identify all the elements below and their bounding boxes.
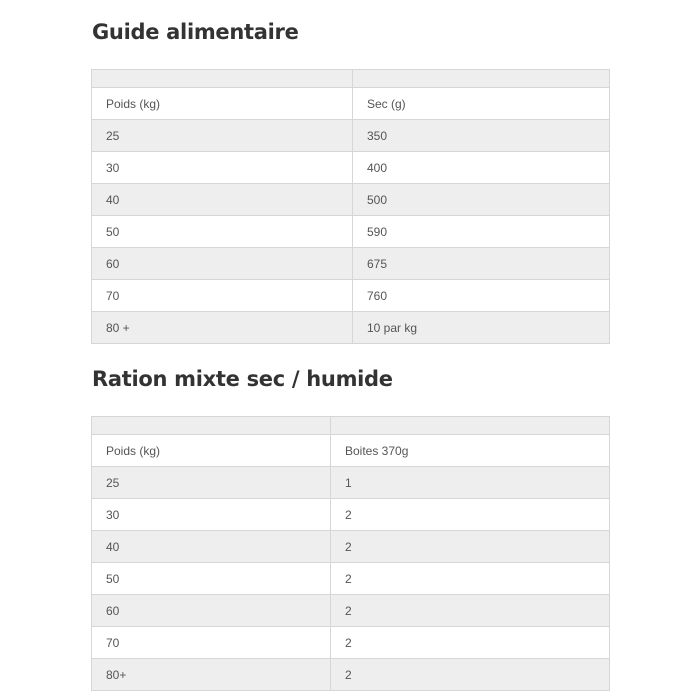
table-spacer-row bbox=[92, 417, 610, 435]
dry-amount-cell: 10 par kg bbox=[353, 312, 610, 344]
column-header-dry: Sec (g) bbox=[353, 88, 610, 120]
table-row bbox=[92, 152, 610, 184]
weight-cell: 40 bbox=[92, 184, 353, 216]
mixed-ration-table bbox=[91, 416, 610, 691]
weight-cell: 60 bbox=[92, 248, 353, 280]
table-row bbox=[92, 499, 610, 531]
table-row bbox=[92, 216, 610, 248]
dry-amount-cell: 400 bbox=[353, 152, 610, 184]
table-row bbox=[92, 659, 610, 691]
table-row bbox=[92, 467, 610, 499]
weight-cell: 25 bbox=[92, 467, 331, 499]
column-header-weight: Poids (kg) bbox=[92, 435, 331, 467]
column-header-cans: Boites 370g bbox=[331, 435, 610, 467]
weight-cell: 30 bbox=[92, 499, 331, 531]
table-header-row bbox=[92, 435, 610, 467]
cans-count-cell: 2 bbox=[331, 531, 610, 563]
table-cell bbox=[331, 417, 610, 435]
weight-cell: 30 bbox=[92, 152, 353, 184]
cans-count-cell: 2 bbox=[331, 627, 610, 659]
table-header-row bbox=[92, 88, 610, 120]
cans-count-cell: 2 bbox=[331, 659, 610, 691]
weight-cell: 80+ bbox=[92, 659, 331, 691]
table-cell bbox=[353, 70, 610, 88]
table-row bbox=[92, 184, 610, 216]
weight-cell: 50 bbox=[92, 216, 353, 248]
table-cell bbox=[92, 417, 331, 435]
dry-amount-cell: 590 bbox=[353, 216, 610, 248]
section-title-ration-mixte: Ration mixte sec / humide bbox=[92, 367, 393, 391]
table-row bbox=[92, 595, 610, 627]
table-row bbox=[92, 627, 610, 659]
cans-count-cell: 2 bbox=[331, 499, 610, 531]
cans-count-cell: 2 bbox=[331, 563, 610, 595]
table-row bbox=[92, 120, 610, 152]
weight-cell: 60 bbox=[92, 595, 331, 627]
dry-amount-cell: 760 bbox=[353, 280, 610, 312]
dry-amount-cell: 500 bbox=[353, 184, 610, 216]
table-row bbox=[92, 280, 610, 312]
weight-cell: 80 + bbox=[92, 312, 353, 344]
table-row bbox=[92, 563, 610, 595]
weight-cell: 70 bbox=[92, 627, 331, 659]
column-header-weight: Poids (kg) bbox=[92, 88, 353, 120]
weight-cell: 50 bbox=[92, 563, 331, 595]
section-title-guide-alimentaire: Guide alimentaire bbox=[92, 20, 299, 44]
table-row bbox=[92, 312, 610, 344]
cans-count-cell: 1 bbox=[331, 467, 610, 499]
weight-cell: 70 bbox=[92, 280, 353, 312]
dry-amount-cell: 675 bbox=[353, 248, 610, 280]
dry-amount-cell: 350 bbox=[353, 120, 610, 152]
feeding-guide-table bbox=[91, 69, 610, 344]
cans-count-cell: 2 bbox=[331, 595, 610, 627]
table-spacer-row bbox=[92, 70, 610, 88]
weight-cell: 40 bbox=[92, 531, 331, 563]
table-row bbox=[92, 531, 610, 563]
table-cell bbox=[92, 70, 353, 88]
table-row bbox=[92, 248, 610, 280]
weight-cell: 25 bbox=[92, 120, 353, 152]
